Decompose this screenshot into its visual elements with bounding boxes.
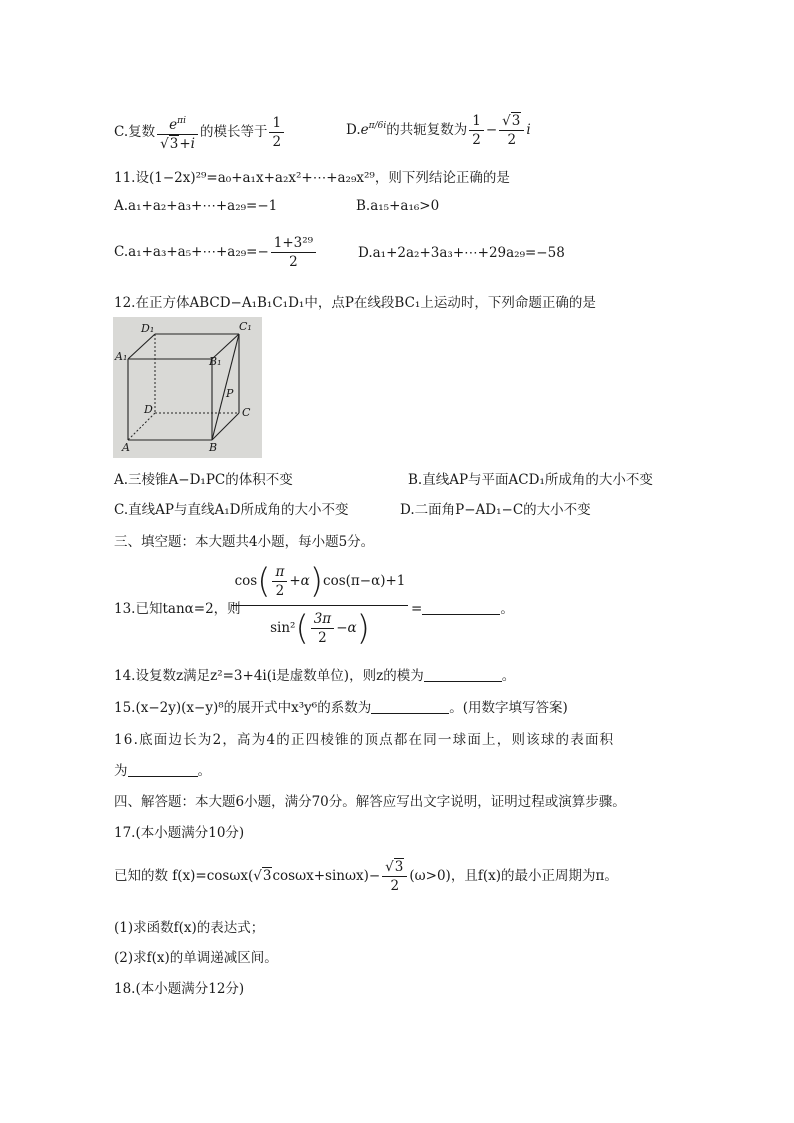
q11-option-d: D.a₁+2a₂+3a₃+⋯+29a₂₉=−58 (358, 245, 565, 261)
label-d: D (144, 403, 153, 416)
q13-prefix: 13.已知tanα=2，则 (114, 601, 241, 617)
label-d1: D₁ (141, 322, 155, 335)
label-b: B (209, 441, 218, 454)
cube-figure (113, 317, 262, 458)
q16-blank[interactable] (128, 762, 198, 777)
q14-blank[interactable] (424, 667, 502, 682)
q16-line1: 16.底面边长为2，高为4的正四棱锥的顶点都在同一球面上，则该球的表面积 (114, 732, 615, 748)
q10-option-d: $D.e^{\pi/6i}$的共轭复数为 $\frac{1}{2}$ − $\frac{√3}{2}$ i (346, 113, 531, 148)
q15-blank[interactable] (371, 699, 449, 714)
q12-option-b: B.直线AP与平面ACD₁所成角的大小不变 (408, 472, 653, 488)
q17-stem: 已知的数 f(x)=cosωx(√3cosωx+sinωx)− $\frac{√3}{2}$ (ω>0)，且f(x)的最小正周期为π。 (114, 859, 618, 894)
q15: 15.(x−2y)(x−y)⁸的展开式中x³y⁶的系数为 。(用数字填写答案) (114, 700, 568, 716)
cube-diagram (113, 317, 262, 458)
q13-numerator: cos( $\frac{\pi}{2}$ +α)cos(π−α)+1 (234, 561, 406, 602)
q17-part2: (2)求f(x)的单调递减区间。 (114, 950, 278, 966)
q14: 14.设复数z满足z²=3+4i(i是虚数单位)，则z的模为 。 (114, 668, 516, 684)
label-a1: A₁ (115, 350, 128, 363)
q13-blank[interactable] (422, 600, 500, 615)
section3-heading: 三、填空题：本大题共4小题，每小题5分。 (114, 534, 375, 550)
q12-option-d: D.二面角P−AD₁−C的大小不变 (400, 502, 591, 518)
label-c1: C₁ (239, 320, 252, 333)
q13-denominator: sin²( $\frac{3\pi}{2}$ −α) (270, 608, 370, 649)
q10-c-fraction: $\frac{e^{\pi i}}{√3+i}$ (157, 112, 198, 153)
q11-option-a: A.a₁+a₂+a₃+⋯+a₂₉=−1 (114, 198, 278, 214)
q12-option-c: C.直线AP与直线A₁D所成角的大小不变 (114, 502, 349, 518)
label-p: P (226, 387, 234, 400)
q10-option-c: C.复数 $\frac{e^{\pi i}}{√3+i}$ 的模长等于 $\frac{1}{2}$ (114, 112, 286, 153)
q11-stem: 11.设(1−2x)²⁹=a₀+a₁x+a₂x²+⋯+a₂₉x²⁹，则下列结论正确的是 (114, 170, 510, 186)
label-b1: B₁ (209, 355, 222, 368)
q16-line2: 为 。 (114, 763, 211, 779)
q11-option-c: C.a₁+a₃+a₅+⋯+a₂₉=− $\frac{\text{1+3²⁹}}{2}$ (114, 234, 318, 271)
section4-heading: 四、解答题：本大题6小题，满分70分。解答应写出文字说明，证明过程或演算步骤。 (114, 794, 626, 810)
q12-option-a: A.三棱锥A−D₁PC的体积不变 (114, 472, 293, 488)
q13-fraction-bar (232, 605, 408, 606)
label-a: A (122, 441, 130, 454)
label-c: C (242, 406, 251, 419)
q12-stem: 12.在正方体ABCD−A₁B₁C₁D₁中，点P在线段BC₁上运动时，下列命题正确的是 (114, 295, 596, 311)
q17-header: 17.(本小题满分10分) (114, 825, 245, 841)
q17-part1: (1)求函数f(x)的表达式； (114, 920, 265, 936)
q18-header: 18.(本小题满分12分) (114, 981, 245, 997)
q13-answer: = 。 (411, 601, 514, 617)
q11-option-b: B.a₁₅+a₁₆>0 (356, 198, 440, 214)
